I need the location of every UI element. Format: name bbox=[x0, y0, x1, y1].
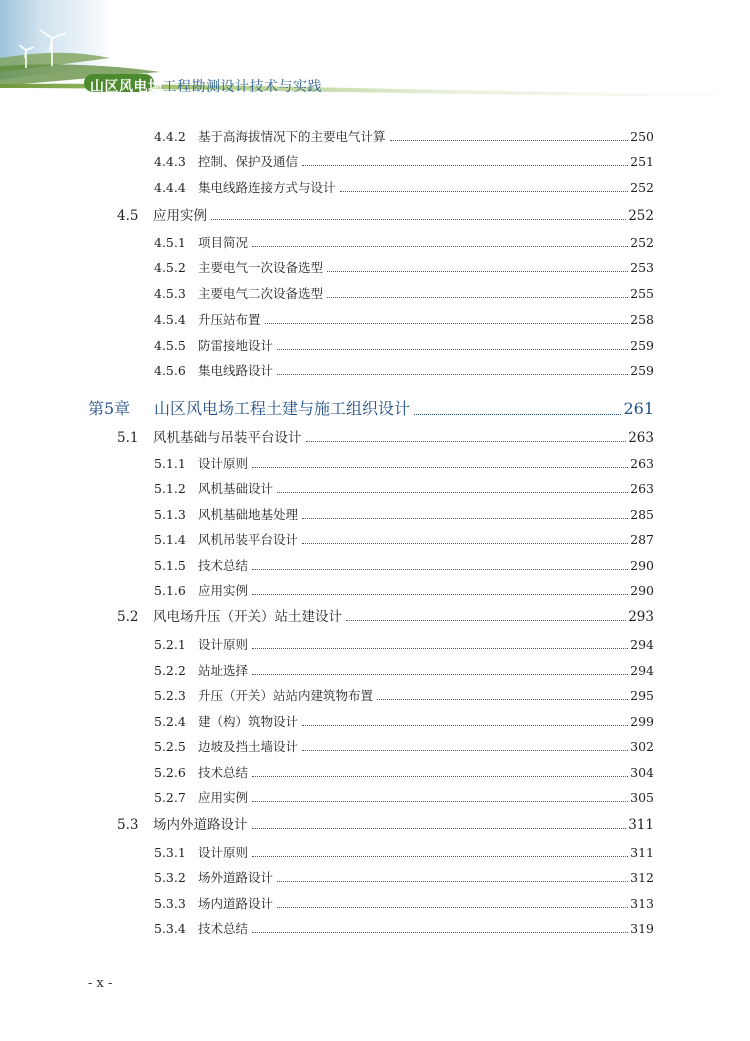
toc-entry-number: 5.3.1 bbox=[154, 845, 186, 860]
toc-subsection-entry[interactable] bbox=[154, 532, 654, 548]
toc-entry-page: 290 bbox=[630, 583, 654, 598]
toc-entry-title: 风电场升压（开关）站土建设计 bbox=[153, 609, 342, 625]
toc-entry-number: 4.5 bbox=[117, 208, 139, 224]
toc-entry-page: 305 bbox=[630, 790, 654, 805]
toc-entry-number: 5.2.5 bbox=[154, 739, 186, 754]
toc-entry-number: 5.1.1 bbox=[154, 456, 186, 471]
toc-leader-dots bbox=[302, 518, 628, 519]
toc-section-entry[interactable] bbox=[117, 609, 654, 625]
toc-section-entry[interactable] bbox=[117, 430, 654, 446]
toc-subsection-entry[interactable] bbox=[154, 456, 654, 472]
toc-entry-number: 4.4.2 bbox=[154, 129, 186, 144]
toc-entry-title: 应用实例 bbox=[198, 790, 249, 805]
page-number-footer: - x - bbox=[88, 976, 113, 991]
toc-entry-page: 263 bbox=[628, 430, 654, 446]
toc-entry-title: 防雷接地设计 bbox=[198, 338, 274, 353]
toc-entry-page: 319 bbox=[630, 921, 654, 936]
toc-leader-dots bbox=[277, 907, 628, 908]
toc-section-entry[interactable] bbox=[117, 208, 654, 224]
toc-leader-dots bbox=[277, 374, 628, 375]
toc-entry-title: 风机基础设计 bbox=[198, 481, 274, 496]
toc-entry-page: 287 bbox=[630, 532, 654, 547]
toc-subsection-entry[interactable] bbox=[154, 312, 654, 328]
toc-entry-number: 5.2.7 bbox=[154, 790, 186, 805]
toc-subsection-entry[interactable] bbox=[154, 260, 654, 276]
toc-entry-title: 建（构）筑物设计 bbox=[198, 714, 299, 729]
toc-subsection-entry[interactable] bbox=[154, 286, 654, 302]
toc-entry-page: 304 bbox=[630, 765, 654, 780]
toc-entry-number: 第5章 bbox=[88, 399, 131, 418]
toc-entry-page: 294 bbox=[630, 637, 654, 652]
toc-entry-title: 主要电气二次设备选型 bbox=[198, 286, 324, 301]
page-header bbox=[0, 0, 750, 105]
toc-leader-dots bbox=[252, 674, 628, 675]
toc-subsection-entry[interactable] bbox=[154, 845, 654, 861]
toc-entry-number: 5.1.4 bbox=[154, 532, 186, 547]
toc-entry-title: 风机基础地基处理 bbox=[198, 507, 299, 522]
toc-entry-title: 风机基础与吊装平台设计 bbox=[153, 430, 302, 446]
header-subtitle: 工程勘测设计技术与实践 bbox=[162, 79, 322, 95]
toc-entry-page: 299 bbox=[630, 714, 654, 729]
toc-entry-number: 4.5.1 bbox=[154, 235, 186, 250]
toc-entry-title: 设计原则 bbox=[198, 456, 249, 471]
toc-leader-dots bbox=[252, 801, 628, 802]
toc-entry-number: 5.2.3 bbox=[154, 688, 186, 703]
toc-leader-dots bbox=[377, 699, 628, 700]
toc-leader-dots bbox=[252, 246, 628, 247]
toc-entry-title: 场外道路设计 bbox=[198, 870, 274, 885]
toc-entry-title: 应用实例 bbox=[153, 208, 207, 224]
toc-leader-dots bbox=[211, 219, 626, 220]
toc-entry-title: 技术总结 bbox=[198, 921, 249, 936]
toc-entry-page: 295 bbox=[630, 688, 654, 703]
toc-leader-dots bbox=[414, 414, 621, 415]
toc-subsection-entry[interactable] bbox=[154, 481, 654, 497]
toc-entry-title: 风机吊装平台设计 bbox=[198, 532, 299, 547]
toc-leader-dots bbox=[327, 271, 628, 272]
toc-subsection-entry[interactable] bbox=[154, 714, 654, 730]
toc-entry-title: 山区风电场工程土建与施工组织设计 bbox=[154, 399, 411, 418]
toc-entry-title: 升压（开关）站站内建筑物布置 bbox=[198, 688, 374, 703]
toc-subsection-entry[interactable] bbox=[154, 338, 654, 354]
toc-leader-dots bbox=[265, 323, 629, 324]
toc-leader-dots bbox=[252, 828, 627, 829]
toc-entry-number: 4.5.5 bbox=[154, 338, 186, 353]
toc-subsection-entry[interactable] bbox=[154, 235, 654, 251]
toc-entry-title: 项目简况 bbox=[198, 235, 249, 250]
toc-entry-number: 4.4.4 bbox=[154, 180, 186, 195]
toc-chapter-entry[interactable] bbox=[88, 399, 654, 419]
toc-entry-number: 4.5.2 bbox=[154, 260, 186, 275]
toc-entry-title: 应用实例 bbox=[198, 583, 249, 598]
toc-leader-dots bbox=[302, 750, 628, 751]
toc-leader-dots bbox=[340, 191, 629, 192]
toc-entry-page: 263 bbox=[630, 456, 654, 471]
toc-subsection-entry[interactable] bbox=[154, 739, 654, 755]
toc-entry-page: 302 bbox=[630, 739, 654, 754]
toc-leader-dots bbox=[252, 856, 628, 857]
toc-entry-title: 技术总结 bbox=[198, 765, 249, 780]
toc-entry-title: 集电线路设计 bbox=[198, 363, 274, 378]
toc-subsection-entry[interactable] bbox=[154, 765, 654, 781]
toc-entry-title: 设计原则 bbox=[198, 637, 249, 652]
toc-leader-dots bbox=[302, 165, 628, 166]
toc-entry-title: 集电线路连接方式与设计 bbox=[198, 180, 336, 195]
toc-entry-number: 5.3 bbox=[117, 817, 139, 833]
toc-entry-page: 250 bbox=[630, 129, 654, 144]
toc-entry-number: 5.2.4 bbox=[154, 714, 186, 729]
toc-entry-title: 边坡及挡土墙设计 bbox=[198, 739, 299, 754]
toc-leader-dots bbox=[252, 467, 628, 468]
toc-entry-number: 5.2.2 bbox=[154, 663, 186, 678]
toc-entry-page: 251 bbox=[630, 154, 654, 169]
toc-entry-page: 285 bbox=[630, 507, 654, 522]
toc-entry-number: 5.2 bbox=[117, 609, 139, 625]
toc-leader-dots bbox=[277, 492, 628, 493]
toc-entry-number: 5.1 bbox=[117, 430, 139, 446]
toc-subsection-entry[interactable] bbox=[154, 363, 654, 379]
toc-entry-page: 311 bbox=[630, 845, 654, 860]
toc-entry-number: 5.1.6 bbox=[154, 583, 186, 598]
toc-section-entry[interactable] bbox=[117, 817, 654, 833]
toc-subsection-entry[interactable] bbox=[154, 688, 654, 704]
toc-subsection-entry[interactable] bbox=[154, 896, 654, 912]
toc-subsection-entry[interactable] bbox=[154, 180, 654, 196]
header-title bbox=[90, 76, 322, 96]
toc-subsection-entry[interactable] bbox=[154, 790, 654, 806]
toc-entry-number: 5.1.3 bbox=[154, 507, 186, 522]
toc-leader-dots bbox=[252, 569, 628, 570]
toc-entry-page: 293 bbox=[628, 609, 654, 625]
toc-subsection-entry[interactable] bbox=[154, 663, 654, 679]
toc-subsection-entry[interactable] bbox=[154, 637, 654, 653]
toc-entry-title: 基于高海拔情况下的主要电气计算 bbox=[198, 129, 386, 144]
toc-entry-number: 4.5.4 bbox=[154, 312, 186, 327]
toc-entry-number: 5.2.1 bbox=[154, 637, 186, 652]
toc-entry-page: 290 bbox=[630, 558, 654, 573]
toc-entry-number: 5.3.4 bbox=[154, 921, 186, 936]
toc-leader-dots bbox=[252, 932, 628, 933]
toc-entry-page: 252 bbox=[630, 235, 654, 250]
toc-subsection-entry[interactable] bbox=[154, 583, 654, 599]
toc-entry-page: 253 bbox=[630, 260, 654, 275]
toc-entry-page: 252 bbox=[630, 180, 654, 195]
toc-entry-title: 站址选择 bbox=[198, 663, 249, 678]
toc-entry-page: 312 bbox=[630, 870, 654, 885]
toc-entry-page: 259 bbox=[630, 363, 654, 378]
toc-entry-page: 258 bbox=[630, 312, 654, 327]
toc-leader-dots bbox=[302, 543, 628, 544]
toc-subsection-entry[interactable] bbox=[154, 154, 654, 170]
header-brand: 山区风电场 bbox=[90, 79, 163, 95]
toc-entry-number: 4.5.6 bbox=[154, 363, 186, 378]
toc-leader-dots bbox=[346, 620, 626, 621]
toc-entry-page: 294 bbox=[630, 663, 654, 678]
toc-entry-page: 311 bbox=[628, 817, 654, 833]
toc-leader-dots bbox=[277, 349, 628, 350]
toc-subsection-entry[interactable] bbox=[154, 921, 654, 937]
toc-entry-page: 263 bbox=[630, 481, 654, 496]
toc-entry-number: 5.1.5 bbox=[154, 558, 186, 573]
toc-subsection-entry[interactable] bbox=[154, 558, 654, 574]
toc-entry-number: 5.1.2 bbox=[154, 481, 186, 496]
toc-entry-title: 场内道路设计 bbox=[198, 896, 274, 911]
toc-entry-number: 4.4.3 bbox=[154, 154, 186, 169]
toc-leader-dots bbox=[390, 140, 629, 141]
toc-leader-dots bbox=[252, 776, 628, 777]
toc-leader-dots bbox=[306, 441, 627, 442]
toc-entry-number: 4.5.3 bbox=[154, 286, 186, 301]
toc-subsection-entry[interactable] bbox=[154, 507, 654, 523]
toc-entry-page: 252 bbox=[628, 208, 654, 224]
toc-entry-number: 5.3.2 bbox=[154, 870, 186, 885]
toc-subsection-entry[interactable] bbox=[154, 870, 654, 886]
toc-entry-title: 设计原则 bbox=[198, 845, 249, 860]
toc-entry-title: 场内外道路设计 bbox=[153, 817, 248, 833]
toc-leader-dots bbox=[252, 648, 628, 649]
toc-entry-number: 5.3.3 bbox=[154, 896, 186, 911]
toc-leader-dots bbox=[277, 881, 628, 882]
toc-leader-dots bbox=[327, 297, 628, 298]
toc-entry-page: 261 bbox=[623, 399, 654, 418]
toc-entry-title: 控制、保护及通信 bbox=[198, 154, 299, 169]
toc-entry-page: 255 bbox=[630, 286, 654, 301]
toc-leader-dots bbox=[302, 725, 628, 726]
toc-entry-page: 313 bbox=[630, 896, 654, 911]
toc-entry-page: 259 bbox=[630, 338, 654, 353]
toc-leader-dots bbox=[252, 594, 628, 595]
toc-entry-number: 5.2.6 bbox=[154, 765, 186, 780]
toc-entry-title: 技术总结 bbox=[198, 558, 249, 573]
toc-subsection-entry[interactable] bbox=[154, 129, 654, 145]
toc-entry-title: 主要电气一次设备选型 bbox=[198, 260, 324, 275]
toc-entry-title: 升压站布置 bbox=[198, 312, 261, 327]
